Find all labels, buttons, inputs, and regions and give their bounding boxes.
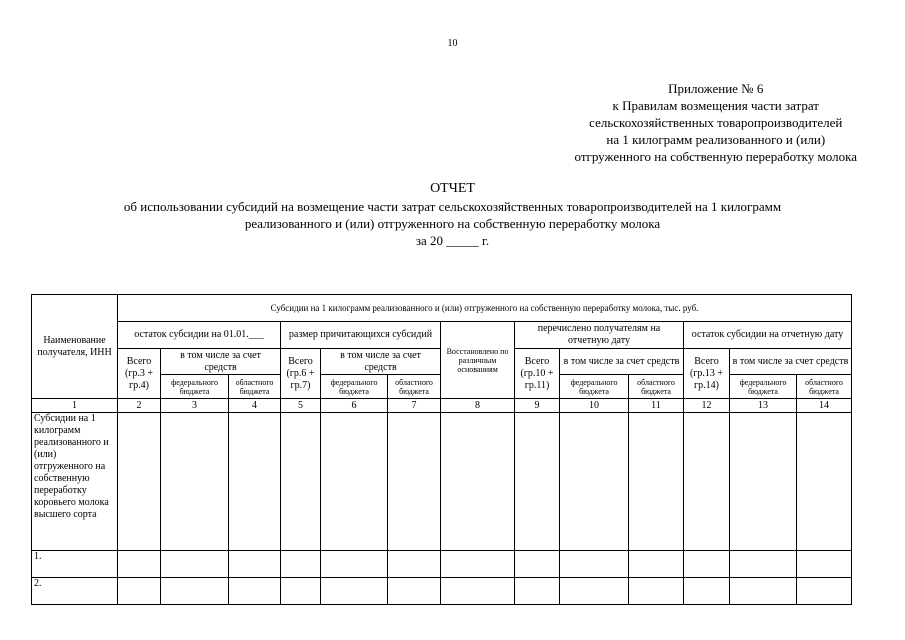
column-number: 11 [629, 399, 684, 413]
column-number: 8 [441, 399, 515, 413]
table-cell [161, 413, 229, 551]
table-cell [441, 578, 515, 605]
appendix-title: Приложение № 6 [668, 81, 764, 96]
col-header-total: Всего (гр.3 + гр.4) [118, 349, 161, 399]
table-cell [118, 578, 161, 605]
table-cell [684, 551, 730, 578]
col-header-total: Всего (гр.10 + гр.11) [515, 349, 560, 399]
report-period: за 20 _____ г. [415, 233, 490, 248]
table-cell [629, 578, 684, 605]
col-header-including: в том числе за счет средств [161, 349, 281, 375]
table-cell [797, 413, 852, 551]
col-header-regional: областного бюджета [388, 375, 441, 399]
table-row [32, 413, 852, 551]
table-cell [321, 551, 388, 578]
column-number: 12 [684, 399, 730, 413]
table-cell [321, 578, 388, 605]
group-title-closing-balance: остаток субсидии на отчетную дату [684, 322, 852, 349]
col-header-total: Всего (гр.6 + гр.7) [281, 349, 321, 399]
table-cell [730, 551, 797, 578]
table-cell [730, 413, 797, 551]
row-label: 2. [32, 578, 118, 605]
col-header-recipient: Наименование получателя, ИНН [32, 295, 118, 399]
group-title-opening-balance: остаток субсидии на 01.01.___ [118, 322, 281, 349]
table-cell [229, 413, 281, 551]
appendix-block [575, 80, 857, 165]
table-cell [321, 413, 388, 551]
table-cell [281, 551, 321, 578]
table-cell [118, 551, 161, 578]
appendix-line: на 1 килограмм реализованного и (или) [606, 132, 826, 147]
table-cell [281, 413, 321, 551]
appendix-line: отгруженного на собственную переработку молока [574, 149, 857, 164]
appendix-line: сельскохозяйственных товаропроизводителей [589, 115, 843, 130]
page-number: 10 [447, 38, 458, 49]
group-title-transferred: перечислено получателям на отчетную дату [515, 322, 684, 349]
table-cell [560, 551, 629, 578]
appendix-line: к Правилам возмещения части затрат [612, 98, 819, 113]
col-header-regional: областного бюджета [797, 375, 852, 399]
report-table [31, 294, 852, 605]
col-header-including: в том числе за счет средств [730, 349, 852, 375]
report-title-block [0, 180, 905, 249]
table-cell [797, 551, 852, 578]
col-header-including: в том числе за счет средств [560, 349, 684, 375]
table-cell [388, 551, 441, 578]
table-cell [684, 578, 730, 605]
table-cell [281, 578, 321, 605]
col-header-federal: федерального бюджета [321, 375, 388, 399]
table-cell [388, 413, 441, 551]
column-number: 1 [32, 399, 118, 413]
table-cell [161, 578, 229, 605]
table-cell [560, 578, 629, 605]
column-number: 6 [321, 399, 388, 413]
report-subtitle-line: реализованного и (или) отгруженного на собственную переработку молока [244, 216, 661, 231]
column-number: 4 [229, 399, 281, 413]
table-cell [797, 578, 852, 605]
column-number: 2 [118, 399, 161, 413]
column-number: 14 [797, 399, 852, 413]
table-cell [515, 413, 560, 551]
row-label: 1. [32, 551, 118, 578]
table-row [32, 578, 852, 605]
column-number: 9 [515, 399, 560, 413]
row-label: Субсидии на 1 килограмм реализованного и (или) отгруженного на собственную переработку коровьего молока высшего сорта [32, 413, 118, 551]
table-cell [515, 551, 560, 578]
table-cell [684, 413, 730, 551]
report-heading: ОТЧЕТ [430, 181, 475, 196]
col-header-restored: Восстановлено по различным основаниям [441, 322, 515, 399]
column-number: 5 [281, 399, 321, 413]
table-cell [629, 413, 684, 551]
table-cell [229, 578, 281, 605]
col-header-total: Всего (гр.13 + гр.14) [684, 349, 730, 399]
table-cell [441, 413, 515, 551]
group-header-subsidies: Субсидии на 1 килограмм реализованного и (или) отгруженного на собственную переработку молока, тыс. руб. [118, 295, 852, 322]
table-cell [730, 578, 797, 605]
col-header-federal: федерального бюджета [560, 375, 629, 399]
table-cell [515, 578, 560, 605]
report-subtitle-line: об использовании субсидий на возмещение части затрат сельскохозяйственных товаропроизводителей на 1 килограмм [123, 199, 782, 214]
col-header-federal: федерального бюджета [730, 375, 797, 399]
table-cell [560, 413, 629, 551]
col-header-federal: федерального бюджета [161, 375, 229, 399]
col-header-regional: областного бюджета [229, 375, 281, 399]
column-number: 10 [560, 399, 629, 413]
table-cell [229, 551, 281, 578]
col-header-regional: областного бюджета [629, 375, 684, 399]
table-cell [161, 551, 229, 578]
column-number: 13 [730, 399, 797, 413]
table-cell [388, 578, 441, 605]
col-header-including: в том числе за счет средств [321, 349, 441, 375]
table-cell [118, 413, 161, 551]
column-number: 7 [388, 399, 441, 413]
group-title-due-subsidies: размер причитающихся субсидий [281, 322, 441, 349]
table-cell [441, 551, 515, 578]
column-number: 3 [161, 399, 229, 413]
table-cell [629, 551, 684, 578]
column-number-row [32, 399, 852, 413]
table-row [32, 551, 852, 578]
